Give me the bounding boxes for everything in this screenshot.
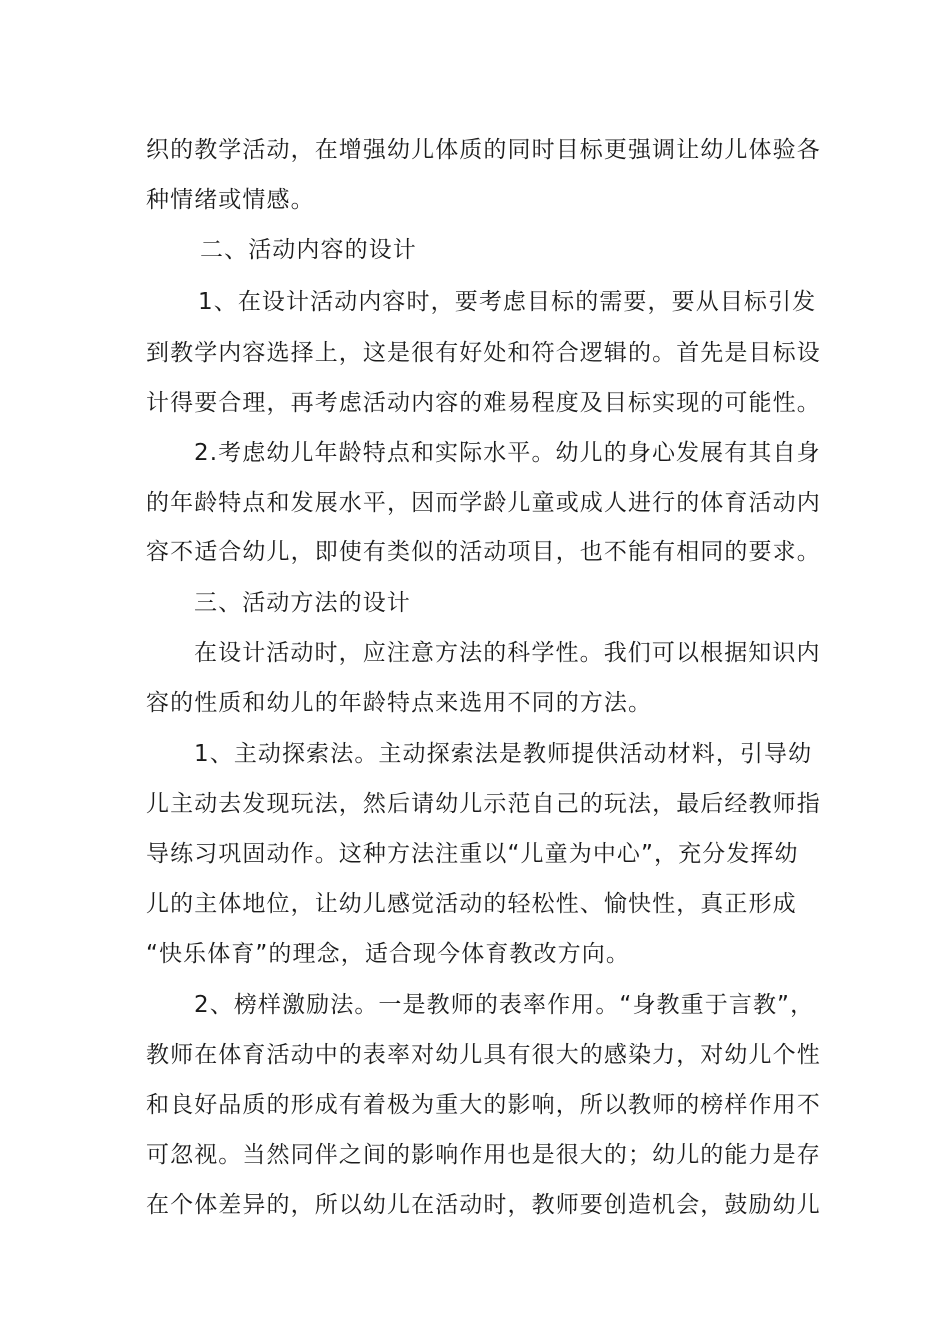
text-line: 导练习巩固动作。这种方法注重以“儿童为中心”，充分发挥幼 xyxy=(146,841,799,867)
section-heading-content-design: 二、活动内容的设计 xyxy=(200,237,417,263)
text-line: “快乐体育”的理念，适合现今体育教改方向。 xyxy=(146,941,630,967)
text-line: 的年龄特点和发展水平，因而学龄儿童或成人进行的体育活动内 xyxy=(146,490,821,516)
text-line: 在个体差异的，所以幼儿在活动时，教师要创造机会，鼓励幼儿 xyxy=(146,1192,821,1218)
text-line: 容不适合幼儿，即使有类似的活动项目，也不能有相同的要求。 xyxy=(146,539,821,565)
text-line: 儿主动去发现玩法，然后请幼儿示范自己的玩法，最后经教师指 xyxy=(146,791,821,817)
text-line: 到教学内容选择上，这是很有好处和符合逻辑的。首先是目标设 xyxy=(146,340,821,366)
text-line: 1、主动探索法。主动探索法是教师提供活动材料，引导幼 xyxy=(194,741,813,767)
text-line: 教师在体育活动中的表率对幼儿具有很大的感染力，对幼儿个性 xyxy=(146,1042,821,1068)
text-line: 计得要合理，再考虑活动内容的难易程度及目标实现的可能性。 xyxy=(146,390,821,416)
text-line: 2、榜样激励法。一是教师的表率作用。“身教重于言教”， xyxy=(194,992,815,1018)
text-line: 在设计活动时，应注意方法的科学性。我们可以根据知识内 xyxy=(194,640,821,666)
text-line: 儿的主体地位，让幼儿感觉活动的轻松性、愉快性，真正形成 xyxy=(146,891,797,917)
text-line: 织的教学活动，在增强幼儿体质的同时目标更强调让幼儿体验各 xyxy=(146,137,821,163)
text-line: 2.考虑幼儿年龄特点和实际水平。幼儿的身心发展有其自身 xyxy=(194,440,821,466)
text-line: 可忽视。当然同伴之间的影响作用也是很大的；幼儿的能力是存 xyxy=(146,1142,821,1168)
section-heading-method-design: 三、活动方法的设计 xyxy=(194,590,411,616)
text-line: 1、在设计活动内容时，要考虑目标的需要，要从目标引发 xyxy=(198,289,817,315)
text-line: 和良好品质的形成有着极为重大的影响，所以教师的榜样作用不 xyxy=(146,1092,821,1118)
text-line: 容的性质和幼儿的年龄特点来选用不同的方法。 xyxy=(146,690,653,716)
text-line: 种情绪或情感。 xyxy=(146,187,315,213)
